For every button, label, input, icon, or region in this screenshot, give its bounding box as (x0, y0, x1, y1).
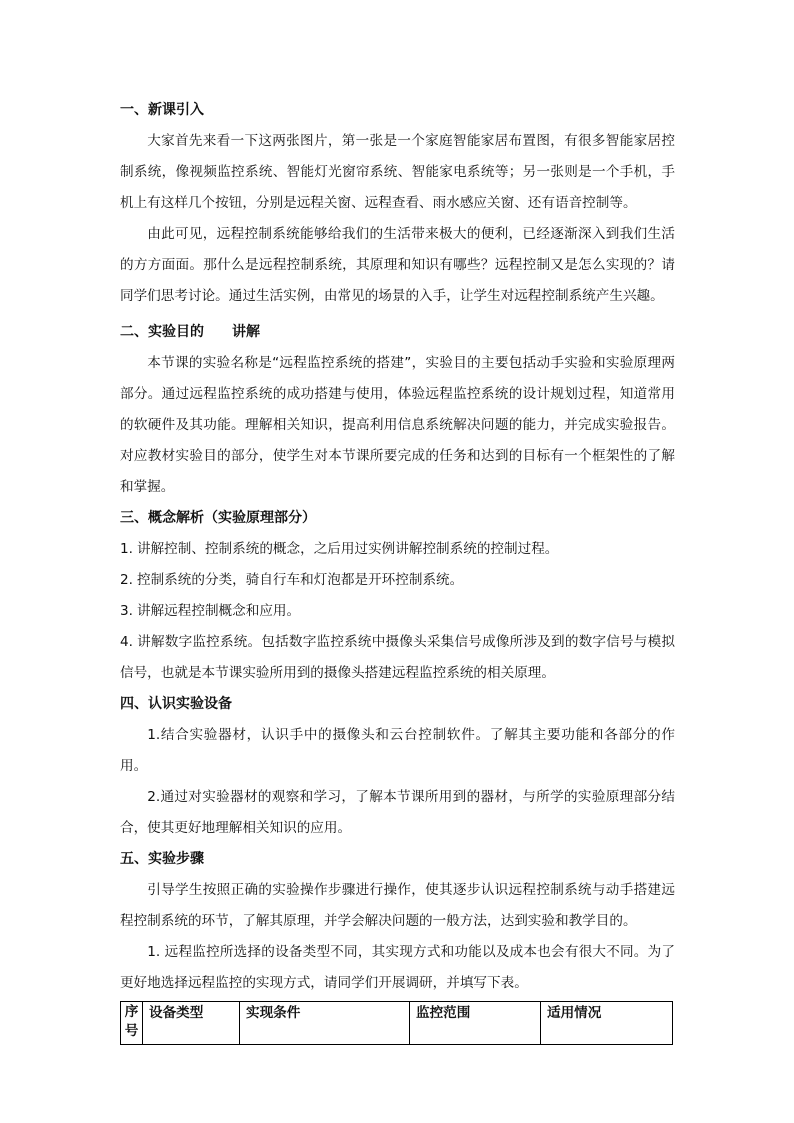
section-5-paragraph-1: 引导学生按照正确的实验操作步骤进行操作，使其逐步认识远程控制系统与动手搭建远程控制系统的环节，了解其原理，并学会解决问题的一般方法，达到实验和教学目的。 (120, 882, 675, 929)
item-number: 1. (120, 541, 133, 557)
section-3-item-4 (120, 627, 675, 689)
section-3-item-1 (120, 534, 675, 565)
table-header-row (121, 1002, 673, 1045)
section-3-heading: 三、概念解析（实验原理部分） (120, 510, 316, 526)
table-header-cell: 监控范围 (410, 1002, 541, 1045)
item-number: 3. (120, 603, 133, 619)
item-text: 控制系统的分类，骑自行车和灯泡都是开环控制系统。 (136, 572, 464, 588)
section-4-paragraph-1: 1.结合实验器材，认识手中的摄像头和云台控制软件。了解其主要功能和各部分的作用。 (120, 727, 675, 774)
item-number: 4. (120, 634, 133, 650)
section-1-heading: 一、新课引入 (120, 102, 204, 118)
section-2-paragraph-1: 本节课的实验名称是“远程监控系统的搭建”，实验目的主要包括动手实验和实验原理两部分。通过远程监控系统的成功搭建与使用，体验远程监控系统的设计规划过程，知道常用的软硬件及其功能。理解相关知识，提高利用信息系统解决问题的能力，并完成实验报告。对应教材实验目的部分，使学生对本节课所要完成的任务和达到的目标有一个框架性的了解和掌握。 (120, 355, 675, 495)
section-5-heading: 五、实验步骤 (120, 851, 204, 867)
section-2-heading: 二、实验目的 讲解 (120, 324, 260, 340)
item-text: 讲解远程控制概念和应用。 (136, 603, 301, 619)
section-1-paragraph-2: 由此可见，远程控制系统能够给我们的生活带来极大的便利，已经逐渐深入到我们生活的方方面面。那什么是远程控制系统，其原理和知识有哪些？远程控制又是怎么实现的？请同学们思考讨论。通过生活实例，由常见的场景的入手，让学生对远程控制系统产生兴趣。 (120, 226, 675, 304)
item-text: 讲解控制、控制系统的概念，之后用过实例讲解控制系统的控制过程。 (136, 541, 559, 557)
item-text: 讲解数字监控系统。包括数字监控系统中摄像头采集信号成像所涉及到的数字信号与模拟信号，也就是本节课实验所用到的摄像头搭建远程监控系统的相关原理。 (120, 634, 675, 681)
item-number: 2. (120, 572, 133, 588)
table-header-cell: 适用情况 (541, 1002, 673, 1045)
table-header-cell: 序号 (121, 1002, 143, 1045)
section-4-paragraph-2: 2.通过对实验器材的观察和学习，了解本节课所用到的器材，与所学的实验原理部分结合，使其更好地理解相关知识的应用。 (120, 789, 675, 836)
section-1-paragraph-1: 大家首先来看一下这两张图片，第一张是一个家庭智能家居布置图，有很多智能家居控制系统，像视频监控系统、智能灯光窗帘系统、智能家电系统等；另一张则是一个手机，手机上有这样几个按钮，分别是远程关窗、远程查看、雨水感应关窗、还有语音控制等。 (120, 133, 675, 211)
table-header-cell: 实现条件 (240, 1002, 410, 1045)
section-5-paragraph-2: 1. 远程监控所选择的设备类型不同，其实现方式和功能以及成本也会有很大不同。为了更好地选择远程监控的实现方式，请同学们开展调研，并填写下表。 (120, 944, 675, 991)
table-header-cell: 设备类型 (143, 1002, 240, 1045)
section-4-heading: 四、认识实验设备 (120, 696, 232, 712)
section-3-item-3 (120, 596, 675, 627)
survey-table (120, 1001, 673, 1045)
section-3-item-2 (120, 565, 675, 596)
document-page (120, 100, 675, 1045)
